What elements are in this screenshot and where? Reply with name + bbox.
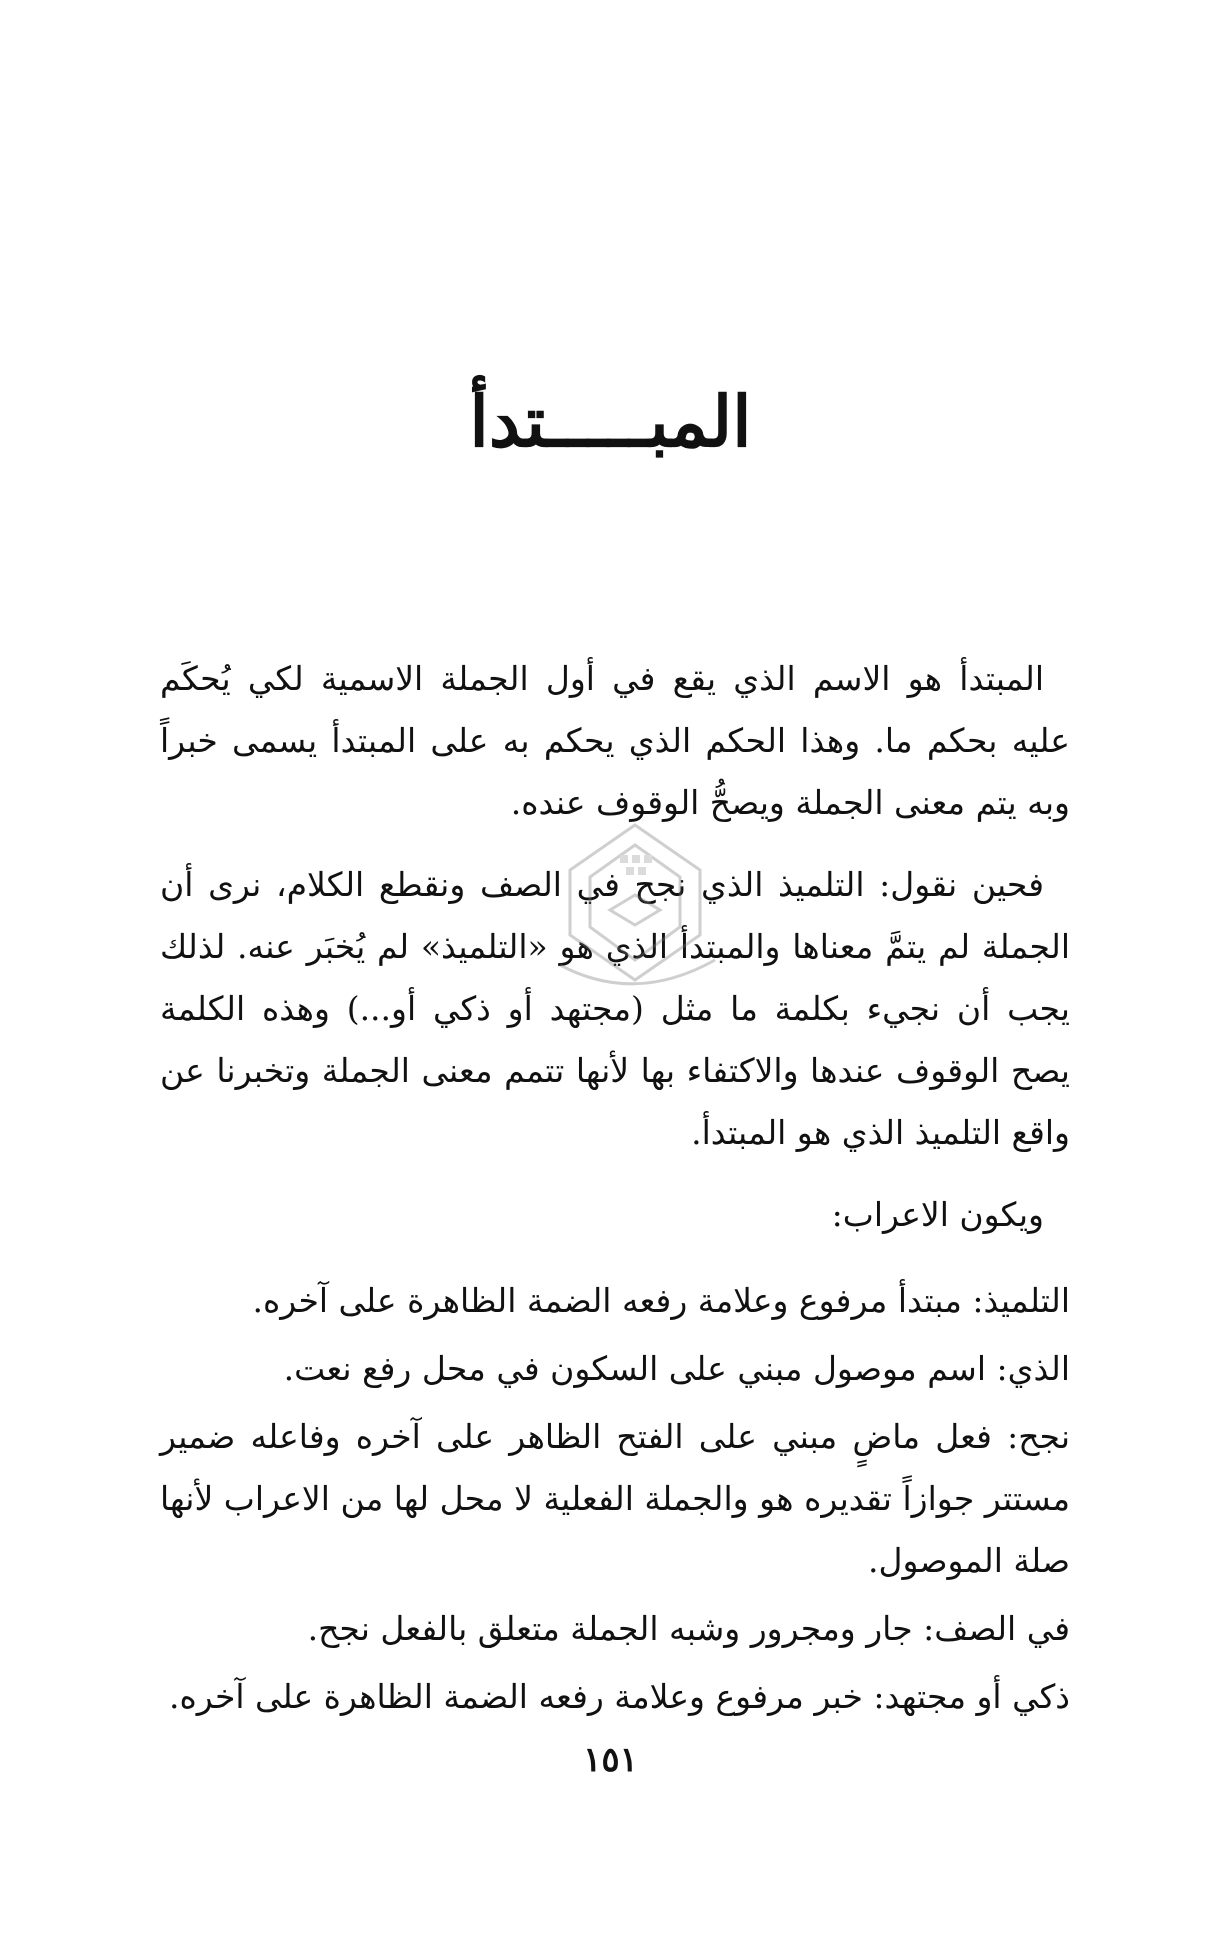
irab-text: جار ومجرور وشبه الجملة متعلق بالفعل نجح.	[307, 1609, 913, 1648]
irab-item	[160, 1338, 1070, 1400]
irab-heading: ويكون الاعراب:	[831, 1195, 1044, 1234]
irab-term: ذكي أو مجتهد:	[873, 1677, 1070, 1716]
irab-text: خبر مرفوع وعلامة رفعه الضمة الظاهرة على آخره.	[168, 1677, 863, 1716]
irab-item	[160, 1406, 1070, 1592]
chapter-title: المبـــــتدأ	[469, 380, 752, 463]
irab-term: الذي:	[996, 1349, 1070, 1388]
irab-text: فعل ماضٍ مبني على الفتح الظاهر على آخره وفاعله ضمير مستتر جوازاً تقديره هو والجملة الفعلية لا محل لها من الاعراب لأنها صلة الموصول.	[160, 1417, 1070, 1580]
body-text	[160, 648, 1070, 1734]
page-number: ١٥١	[583, 1740, 638, 1780]
library-seal-icon	[540, 815, 730, 1015]
irab-term: التلميذ:	[972, 1281, 1070, 1320]
irab-item	[160, 1270, 1070, 1332]
irab-text: مبتدأ مرفوع وعلامة رفعه الضمة الظاهرة على آخره.	[252, 1281, 962, 1320]
irab-text: اسم موصول مبني على السكون في محل رفع نعت.	[283, 1349, 986, 1388]
irab-item	[160, 1598, 1070, 1660]
irab-term: نجح:	[1007, 1417, 1070, 1456]
paragraph-example: فحين نقول: التلميذ الذي نجح في الصف ونقطع الكلام، نرى أن الجملة لم يتمَّ معناها والمبتدأ الذي هو «التلميذ» لم يُخبَر عنه. لذلك يجب أن نجيء بكلمة ما مثل (مجتهد أو ذكي أو...) وهذه الكلمة يصح الوقوف عندها والاكتفاء بها لأنها تتمم معنى الجملة وتخبرنا عن واقع التلميذ الذي هو المبتدأ.	[160, 865, 1070, 1152]
irab-term: في الصف:	[923, 1609, 1070, 1648]
paragraph-definition: المبتدأ هو الاسم الذي يقع في أول الجملة الاسمية لكي يُحكَم عليه بحكم ما. وهذا الحكم الذي يحكم به على المبتدأ يسمى خبراً وبه يتم معنى الجملة ويصحُّ الوقوف عنده.	[160, 659, 1070, 822]
irab-item	[160, 1666, 1070, 1728]
